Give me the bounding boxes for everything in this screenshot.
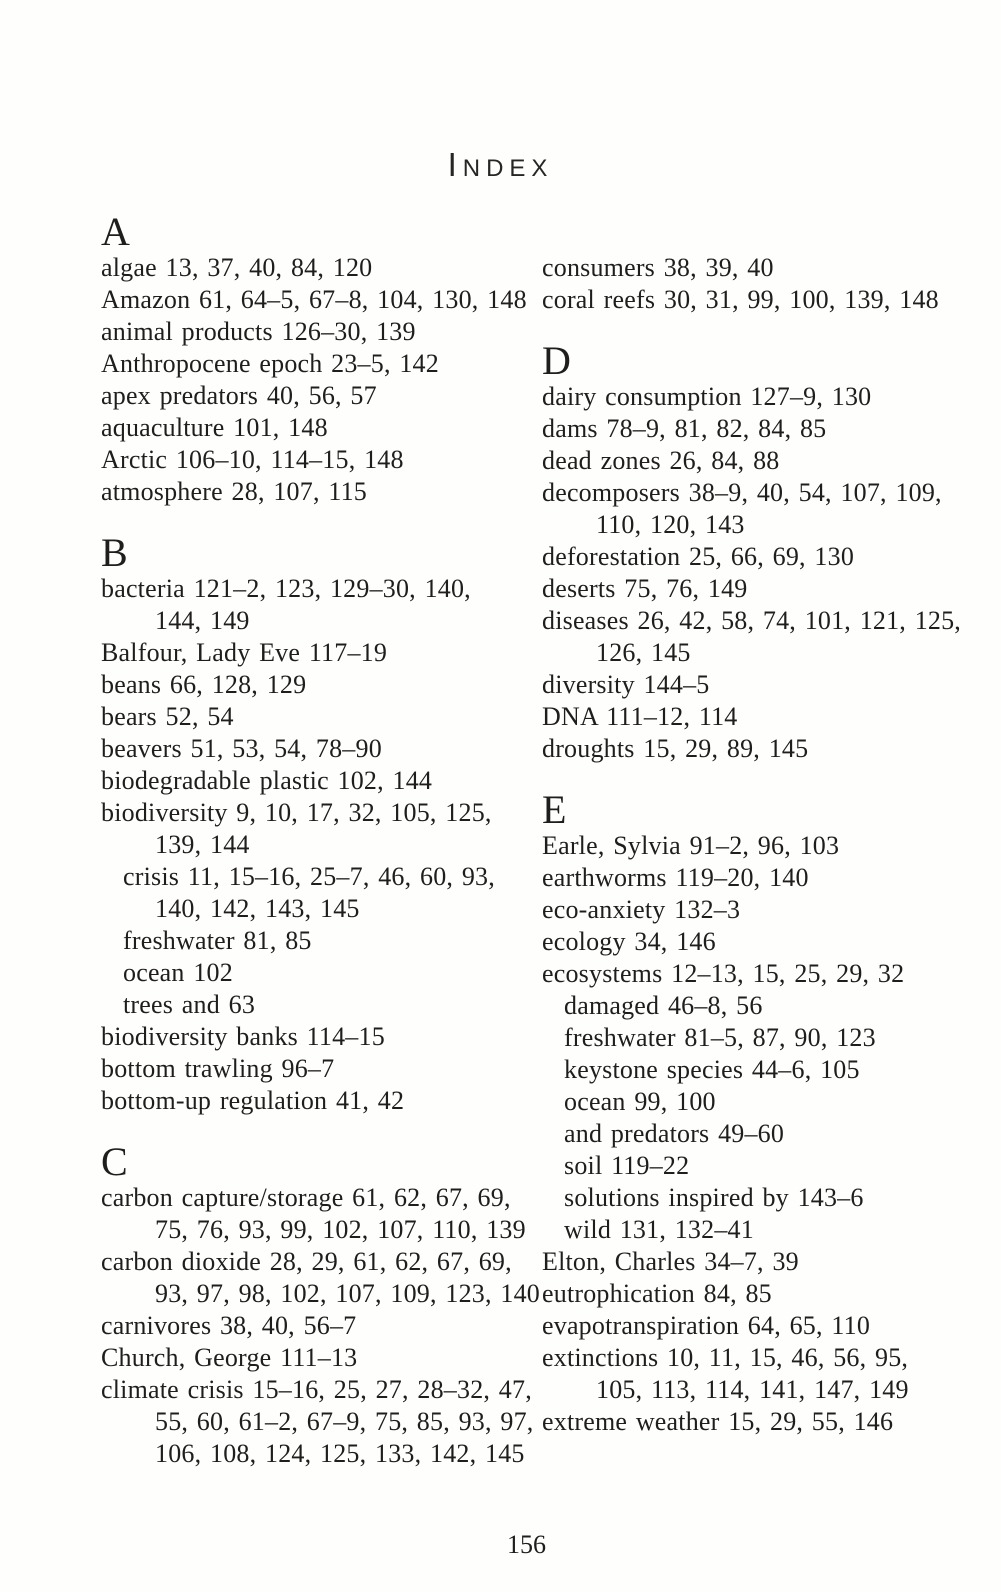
index-entry-line: animal products 126–30, 139 [101, 317, 416, 346]
index-entry [542, 1278, 994, 1310]
index-entry-line: Earle, Sylvia 91–2, 96, 103 [542, 831, 840, 860]
index-entry-line: coral reefs 30, 31, 99, 100, 139, 148 [542, 285, 939, 314]
index-entry [101, 252, 538, 284]
index-entry [542, 1054, 994, 1086]
index-section-d [542, 338, 994, 765]
index-entry [101, 348, 538, 380]
index-entry [542, 1310, 994, 1342]
index-entry-line: Balfour, Lady Eve 117–19 [101, 638, 388, 667]
index-entry-line: biodegradable plastic 102, 144 [101, 766, 433, 795]
index-entry-continuation-line: 144, 149 [155, 606, 250, 635]
index-entry [542, 381, 994, 413]
section-letter: A [101, 209, 130, 254]
index-entry [542, 1118, 994, 1150]
index-entry [542, 862, 994, 894]
index-entry-line: ocean 102 [123, 958, 233, 987]
index-entry [542, 733, 994, 765]
index-entry [101, 861, 538, 925]
index-entry [542, 1022, 994, 1054]
index-entry [542, 1246, 994, 1278]
section-letter: B [101, 530, 128, 575]
index-entry-line: solutions inspired by 143–6 [564, 1183, 864, 1212]
index-entry [101, 476, 538, 508]
index-entry-line: freshwater 81–5, 87, 90, 123 [564, 1023, 876, 1052]
index-entry-line: bacteria 121–2, 123, 129–30, 140, [101, 574, 471, 603]
index-entry [101, 1085, 538, 1117]
index-entry-line: earthworms 119–20, 140 [542, 863, 809, 892]
index-column-right [542, 212, 994, 1463]
index-entry-line: apex predators 40, 56, 57 [101, 381, 377, 410]
index-entry-line: wild 131, 132–41 [564, 1215, 754, 1244]
page-number: 156 [507, 1530, 546, 1559]
index-section-b [101, 530, 538, 1117]
index-entry [542, 541, 994, 573]
index-entry [101, 733, 538, 765]
index-entry-line: dairy consumption 127–9, 130 [542, 382, 872, 411]
index-entry-line: ecosystems 12–13, 15, 25, 29, 32 [542, 959, 905, 988]
index-entry-continuation-line: 140, 142, 143, 145 [155, 894, 360, 923]
section-letter: C [101, 1139, 128, 1184]
index-entry-line: carbon dioxide 28, 29, 61, 62, 67, 69, [101, 1247, 512, 1276]
index-entry-line: deserts 75, 76, 149 [542, 574, 748, 603]
index-entry-line: droughts 15, 29, 89, 145 [542, 734, 809, 763]
index-entry [542, 1150, 994, 1182]
index-entry [101, 380, 538, 412]
index-entry-line: dams 78–9, 81, 82, 84, 85 [542, 414, 827, 443]
index-entry [542, 1342, 994, 1406]
index-entry [101, 925, 538, 957]
index-entry-line: deforestation 25, 66, 69, 130 [542, 542, 855, 571]
index-entry-line: bears 52, 54 [101, 702, 234, 731]
index-entry-line: climate crisis 15–16, 25, 27, 28–32, 47, [101, 1375, 532, 1404]
index-entry [542, 830, 994, 862]
index-column-left [101, 209, 540, 1495]
index-entry-line: bottom-up regulation 41, 42 [101, 1086, 405, 1115]
index-entry-line: eutrophication 84, 85 [542, 1279, 772, 1308]
index-entry-line: Church, George 111–13 [101, 1343, 358, 1372]
index-entry [101, 1182, 538, 1246]
index-entry-line: Amazon 61, 64–5, 67–8, 104, 130, 148 [101, 285, 527, 314]
index-entry [542, 926, 994, 958]
index-entry [101, 989, 538, 1021]
page-title [0, 146, 1001, 184]
index-entry [542, 252, 994, 284]
index-entry-line: bottom trawling 96–7 [101, 1054, 335, 1083]
index-entry [542, 284, 994, 316]
index-entry [542, 1406, 994, 1438]
index-entry-line: beans 66, 128, 129 [101, 670, 307, 699]
index-entry [101, 316, 538, 348]
index-entry [101, 412, 538, 444]
index-section-e [542, 787, 994, 1438]
index-entry-line: evapotranspiration 64, 65, 110 [542, 1311, 871, 1340]
index-entry [101, 957, 538, 989]
index-entry [542, 1086, 994, 1118]
index-entry [101, 573, 538, 637]
index-entry [101, 701, 538, 733]
index-entry [542, 958, 994, 990]
index-entry [542, 445, 994, 477]
index-entry-continuation-line: 105, 113, 114, 141, 147, 149 [596, 1375, 909, 1404]
index-entry [101, 669, 538, 701]
index-section-a [101, 209, 538, 508]
index-entry-continuation-line: 110, 120, 143 [596, 510, 745, 539]
index-entry [101, 797, 538, 861]
index-entry-continuation-line: 139, 144 [155, 830, 250, 859]
index-entry [101, 1053, 538, 1085]
index-entry-continuation-line: 106, 108, 124, 125, 133, 142, 145 [155, 1439, 525, 1468]
index-entry-line: and predators 49–60 [564, 1119, 785, 1148]
index-entry-continuation-line: 55, 60, 61–2, 67–9, 75, 85, 93, 97, [155, 1407, 534, 1436]
section-letter: E [542, 787, 567, 832]
index-entry-line: ecology 34, 146 [542, 927, 716, 956]
index-entry-line: consumers 38, 39, 40 [542, 253, 774, 282]
index-entry-line: damaged 46–8, 56 [564, 991, 763, 1020]
index-section-continued [542, 212, 994, 316]
index-entry-line: extinctions 10, 11, 15, 46, 56, 95, [542, 1343, 909, 1372]
index-entry [101, 1374, 538, 1470]
index-entry-line: soil 119–22 [564, 1151, 690, 1180]
index-entry-line: carnivores 38, 40, 56–7 [101, 1311, 357, 1340]
index-entry [101, 284, 538, 316]
index-entry [542, 1214, 994, 1246]
index-entry-continuation-line: 75, 76, 93, 99, 102, 107, 110, 139 [155, 1215, 526, 1244]
index-entry-line: crisis 11, 15–16, 25–7, 46, 60, 93, [123, 862, 495, 891]
index-entry-line: diseases 26, 42, 58, 74, 101, 121, 125, [542, 606, 961, 635]
index-entry [542, 413, 994, 445]
index-entry-line: ocean 99, 100 [564, 1087, 716, 1116]
index-entry [101, 444, 538, 476]
index-entry-line: extreme weather 15, 29, 55, 146 [542, 1407, 894, 1436]
index-entry-line: keystone species 44–6, 105 [564, 1055, 860, 1084]
index-entry [542, 701, 994, 733]
index-entry-line: atmosphere 28, 107, 115 [101, 477, 367, 506]
page-title-initial: I [447, 146, 463, 183]
index-entry-line: eco-anxiety 132–3 [542, 895, 741, 924]
index-entry [101, 1310, 538, 1342]
index-entry [101, 1246, 538, 1310]
index-entry [542, 990, 994, 1022]
index-entry-line: aquaculture 101, 148 [101, 413, 328, 442]
index-entry-line: Anthropocene epoch 23–5, 142 [101, 349, 439, 378]
index-entry-line: trees and 63 [123, 990, 256, 1019]
index-entry [542, 477, 994, 541]
index-entry-line: beavers 51, 53, 54, 78–90 [101, 734, 382, 763]
index-entry [542, 573, 994, 605]
page-title-rest: NDEX [462, 155, 554, 182]
section-letter: D [542, 338, 571, 383]
index-entry [101, 765, 538, 797]
index-entry-line: DNA 111–12, 114 [542, 702, 738, 731]
index-section-c [101, 1139, 540, 1470]
index-entry [542, 1182, 994, 1214]
index-entry-line: algae 13, 37, 40, 84, 120 [101, 253, 373, 282]
index-entry-line: carbon capture/storage 61, 62, 67, 69, [101, 1183, 511, 1212]
index-entry-line: Arctic 106–10, 114–15, 148 [101, 445, 404, 474]
index-entry-line: decomposers 38–9, 40, 54, 107, 109, [542, 478, 942, 507]
index-entry-continuation-line: 126, 145 [596, 638, 691, 667]
index-entry-line: dead zones 26, 84, 88 [542, 446, 780, 475]
index-entry [542, 605, 994, 669]
index-entry [101, 637, 538, 669]
index-entry [101, 1342, 538, 1374]
index-entry-line: freshwater 81, 85 [123, 926, 312, 955]
index-entry [542, 669, 994, 701]
index-entry [542, 894, 994, 926]
index-entry [101, 1021, 538, 1053]
index-entry-line: biodiversity banks 114–15 [101, 1022, 385, 1051]
index-entry-continuation-line: 93, 97, 98, 102, 107, 109, 123, 140 [155, 1279, 540, 1308]
section-letter-spacer [542, 212, 994, 252]
index-entry-line: biodiversity 9, 10, 17, 32, 105, 125, [101, 798, 492, 827]
index-entry-line: diversity 144–5 [542, 670, 710, 699]
index-entry-line: Elton, Charles 34–7, 39 [542, 1247, 799, 1276]
